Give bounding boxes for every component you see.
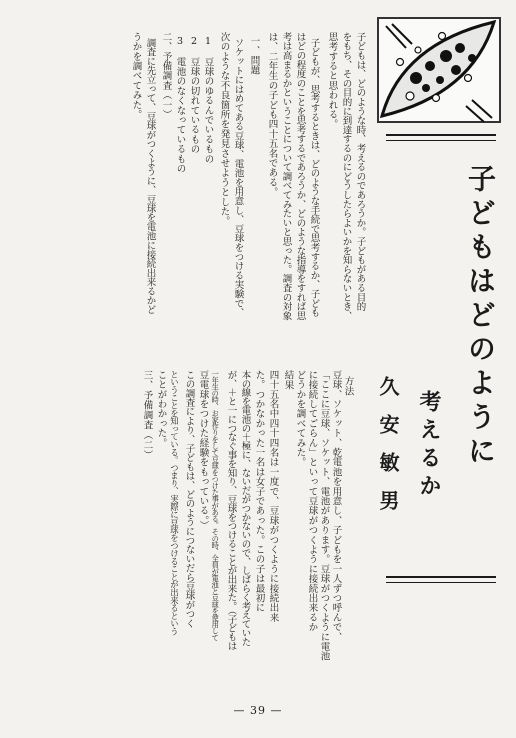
article-title: 子どもはどのように [464, 164, 497, 470]
body-line: どうかを調べてみた。 [294, 370, 306, 467]
body-line: 結果 [282, 370, 294, 390]
page-number: — 39 — [233, 704, 283, 717]
body-line: 考は高まるかということについて調べてみたいと思った。調査の対象 [280, 32, 292, 321]
body-line: 豆電球をつけた経験をもっている。） [197, 370, 209, 531]
body-line: 次のような不良箇所を発見させようとした。 [218, 32, 230, 226]
body-line: 二、予備調査（一） [160, 32, 172, 120]
body-line: をもち、その目的に到達するのにどうしたらよいかを知らないとき、 [340, 32, 352, 321]
body-line: 思考すると思われる。 [326, 32, 338, 129]
body-line: ことがわかった。 [155, 370, 167, 448]
body-line: 1 豆球のゆるんでいるもの [202, 36, 214, 164]
body-line: 本の線を電池の＋極に、ないだがつかないので、しばらく考えていた [239, 370, 251, 646]
body-line: た。つかなかった一名は女子であった。この子は最初に [253, 370, 265, 613]
bottom-rule [386, 576, 496, 578]
body-line: 子どもは、どのような時、考えるのであろうか。子どもがある目的 [354, 32, 366, 312]
body-line: 一、問題 [248, 36, 260, 75]
body-line: が、＋と一につなぐ事を知り、豆球をつけることが出来た。（子どもは [225, 370, 237, 651]
body-line: 方法 [342, 376, 354, 396]
body-line: 三、予備調査（二） [141, 370, 153, 460]
body-line: 四十五名中四十四名は一度で、豆球がつくように接続出来 [267, 370, 279, 623]
body-line: 調査に先立って、豆球がつくように、豆球を電池に接続出来るかど [144, 38, 156, 315]
body-line: 一年生の時、お家作りをして豆球をつけた事がある。その時、全員が電池と豆球を使用して [211, 370, 221, 641]
body-line: 2 豆球の切れているもの [188, 36, 200, 154]
article-author: 久安敏男 [376, 376, 400, 528]
body-line: ソケットにはめてある豆球、電池を用意し、豆球をつける実験で、 [232, 38, 244, 318]
leaf-illustration [372, 14, 506, 126]
body-line: 豆球、ソケット、乾電池を用意し、子どもを一人ずつ呼んで、 [330, 370, 342, 642]
body-line: は、二年生の子ども四十五名である。 [266, 32, 278, 197]
body-line: うかを調べてみた。 [130, 32, 142, 120]
body-line: ということを知っている。つまり、実際に豆球をつけることが出来るという [169, 370, 180, 635]
article-subtitle: 考えるか [416, 390, 442, 502]
body-line: 3 電池のなくなっているもの [174, 36, 186, 174]
bottom-rule-thin [386, 582, 496, 583]
body-line: この調査により、子どもは、どのようにつないだら豆球がつく [183, 370, 195, 628]
body-line: はどの程度のことを思考するであろうか、どのような指導をすれば思 [294, 32, 306, 321]
top-rule [386, 134, 496, 136]
body-line: 子どもが、思考するときは、どのような手続で思考するか、子ども [308, 38, 320, 318]
body-line: に接続してごらん」といって豆球がつくように接続出来るか [306, 370, 318, 632]
top-rule-thin [386, 140, 496, 141]
body-line: 「ここに豆球、ソケット、電池があります。豆球がつくように電池 [318, 370, 330, 661]
